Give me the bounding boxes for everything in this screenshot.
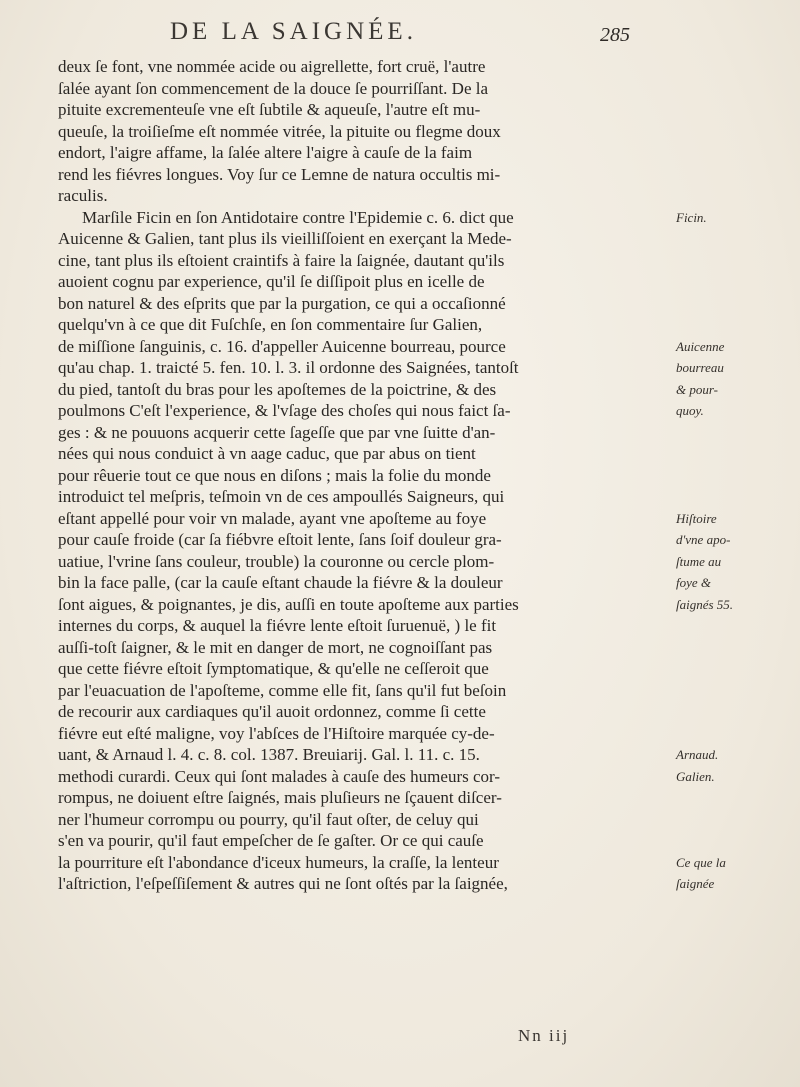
- text-line: bon naturel & des eſprits que par la purgation, ce qui a occaſionné: [58, 293, 506, 313]
- text-line: ſont aigues, & poignantes, je dis, auſſi en toute apoſteme aux parties: [58, 594, 519, 614]
- margin-note: d'vne apo-: [676, 532, 731, 547]
- text-line: cine, tant plus ils eſtoient craintifs à faire la ſaignée, dautant qu'ils: [58, 250, 505, 270]
- margin-note: Ficin.: [676, 209, 707, 225]
- text-line: deux ſe font, vne nommée acide ou aigrellette, fort cruë, l'autre: [58, 57, 486, 76]
- running-head: DE LA SAIGNÉE.: [170, 18, 417, 45]
- text-line: methodi curardi. Ceux qui ſont malades à cauſe des humeurs cor-: [58, 766, 500, 786]
- text-line: nées qui nous conduict à vn aage caduc, que par abus on tient: [58, 444, 476, 463]
- text-line: introduict tel meſpris, teſmoin vn de ces ampoullés Saigneurs, qui: [58, 487, 505, 506]
- margin-note: Galien.: [676, 768, 715, 784]
- text-line: de recourir aux cardiaques qu'il auoit ordonnez, comme ſi cette: [58, 702, 486, 721]
- text-line: raculis.: [58, 186, 108, 205]
- margin-note: Auicenne: [676, 338, 725, 354]
- text-line: poulmons C'eſt l'experience, & l'vſage des choſes qui nous faict ſa-: [58, 401, 511, 420]
- text-line: pour cauſe froide (car ſa fiébvre eſtoit lente, ſans ſoif douleur gra-: [58, 530, 502, 549]
- margin-note: Arnaud.: [676, 747, 719, 762]
- text-line: uatiue, l'vrine ſans couleur, trouble) la couronne ou cercle plom-: [58, 551, 495, 571]
- text-line: ges : & ne pouuons acquerir cette ſageſſe que par vne ſuitte d'an-: [58, 422, 496, 442]
- signature-mark: Nn iij: [518, 1026, 570, 1045]
- margin-note: & pour-: [676, 381, 718, 397]
- text-line: que cette fiévre eſtoit ſymptomatique, & qu'elle ne ceſſeroit que: [58, 659, 489, 678]
- text-line: s'en va pourir, qu'il faut empeſcher de ſe gaſter. Or ce qui cauſe: [58, 831, 484, 850]
- text-line: queuſe, la troiſieſme eſt nommée vitrée, la pituite ou flegme doux: [58, 121, 501, 141]
- text-line: endort, l'aigre affame, la ſalée altere l'aigre à cauſe de la faim: [58, 143, 473, 162]
- margin-note: ſaignée: [676, 876, 715, 891]
- text-line: la pourriture eſt l'abondance d'iceux humeurs, la craſſe, la lenteur: [58, 852, 499, 872]
- text-line: rend les fiévres longues. Voy ſur ce Lemne de natura occultis mi-: [58, 164, 501, 184]
- text-line: l'aſtriction, l'eſpeſſiſement & autres qui ne ſont oſtés par la ſaignée,: [58, 874, 508, 893]
- margin-note: quoy.: [676, 403, 704, 418]
- text-line: bin la face palle, (car la cauſe eſtant chaude la fiévre & la douleur: [58, 573, 503, 592]
- text-line: du pied, tantoſt du bras pour les apoſtemes de la poictrine, & des: [58, 379, 497, 399]
- margin-note: Ce que la: [676, 854, 726, 870]
- margin-note: ſtume au: [676, 553, 722, 569]
- text-line: pituite excrementeuſe vne eſt ſubtile & aqueuſe, l'autre eſt mu-: [58, 100, 481, 119]
- text-line: par l'euacuation de l'apoſteme, comme elle fit, ſans qu'il fut beſoin: [58, 680, 507, 700]
- text-line: de miſſione ſanguinis, c. 16. d'appeller Auicenne bourreau, pource: [58, 336, 506, 356]
- text-line: qu'au chap. 1. traicté 5. fen. 10. l. 3. il ordonne des Saignées, tantoſt: [58, 358, 519, 377]
- text-line: rompus, ne doiuent eſtre ſaignés, mais pluſieurs ne ſçauent diſcer-: [58, 788, 502, 807]
- text-line: ner l'humeur corrompu ou pourry, qu'il faut oſter, de celuy qui: [58, 809, 479, 829]
- text-line: fiévre eut eſté maligne, voy l'abſces de l'Hiſtoire marquée cy-de-: [58, 723, 495, 743]
- text-line: internes du corps, & auquel la fiévre lente eſtoit ſuruenuë, ) le fit: [58, 616, 497, 635]
- margin-note: bourreau: [676, 360, 724, 375]
- text-line: pour rêuerie tout ce que nous en diſons ; mais la folie du monde: [58, 465, 491, 485]
- body-text: [58, 56, 666, 895]
- text-line: auſſi-toſt ſaigner, & le mit en danger de mort, ne cognoiſſant pas: [58, 637, 493, 657]
- page-number: 285: [600, 24, 630, 46]
- page-header: [170, 18, 630, 52]
- text-line: uant, & Arnaud l. 4. c. 8. col. 1387. Breuiarij. Gal. l. 11. c. 15.: [58, 745, 480, 764]
- margin-note: ſaignés 55.: [676, 596, 734, 612]
- text-line: ſalée ayant ſon commencement de la douce ſe pourriſſant. De la: [58, 78, 489, 98]
- text-line: Marſile Ficin en ſon Antidotaire contre l'Epidemie c. 6. dict que: [82, 207, 514, 227]
- margin-note: Hiſtoire: [676, 510, 717, 526]
- text-line: eſtant appellé pour voir vn malade, ayant vne apoſteme au foye: [58, 508, 487, 528]
- text-line: auoient cognu par experience, qu'il ſe diſſipoit plus en icelle de: [58, 272, 485, 291]
- text-line: Auicenne & Galien, tant plus ils vieilliſſoient en exerçant la Mede-: [58, 229, 512, 248]
- text-line: quelqu'vn à ce que dit Fuſchſe, en ſon commentaire ſur Galien,: [58, 315, 483, 334]
- margin-note: foye &: [676, 575, 712, 590]
